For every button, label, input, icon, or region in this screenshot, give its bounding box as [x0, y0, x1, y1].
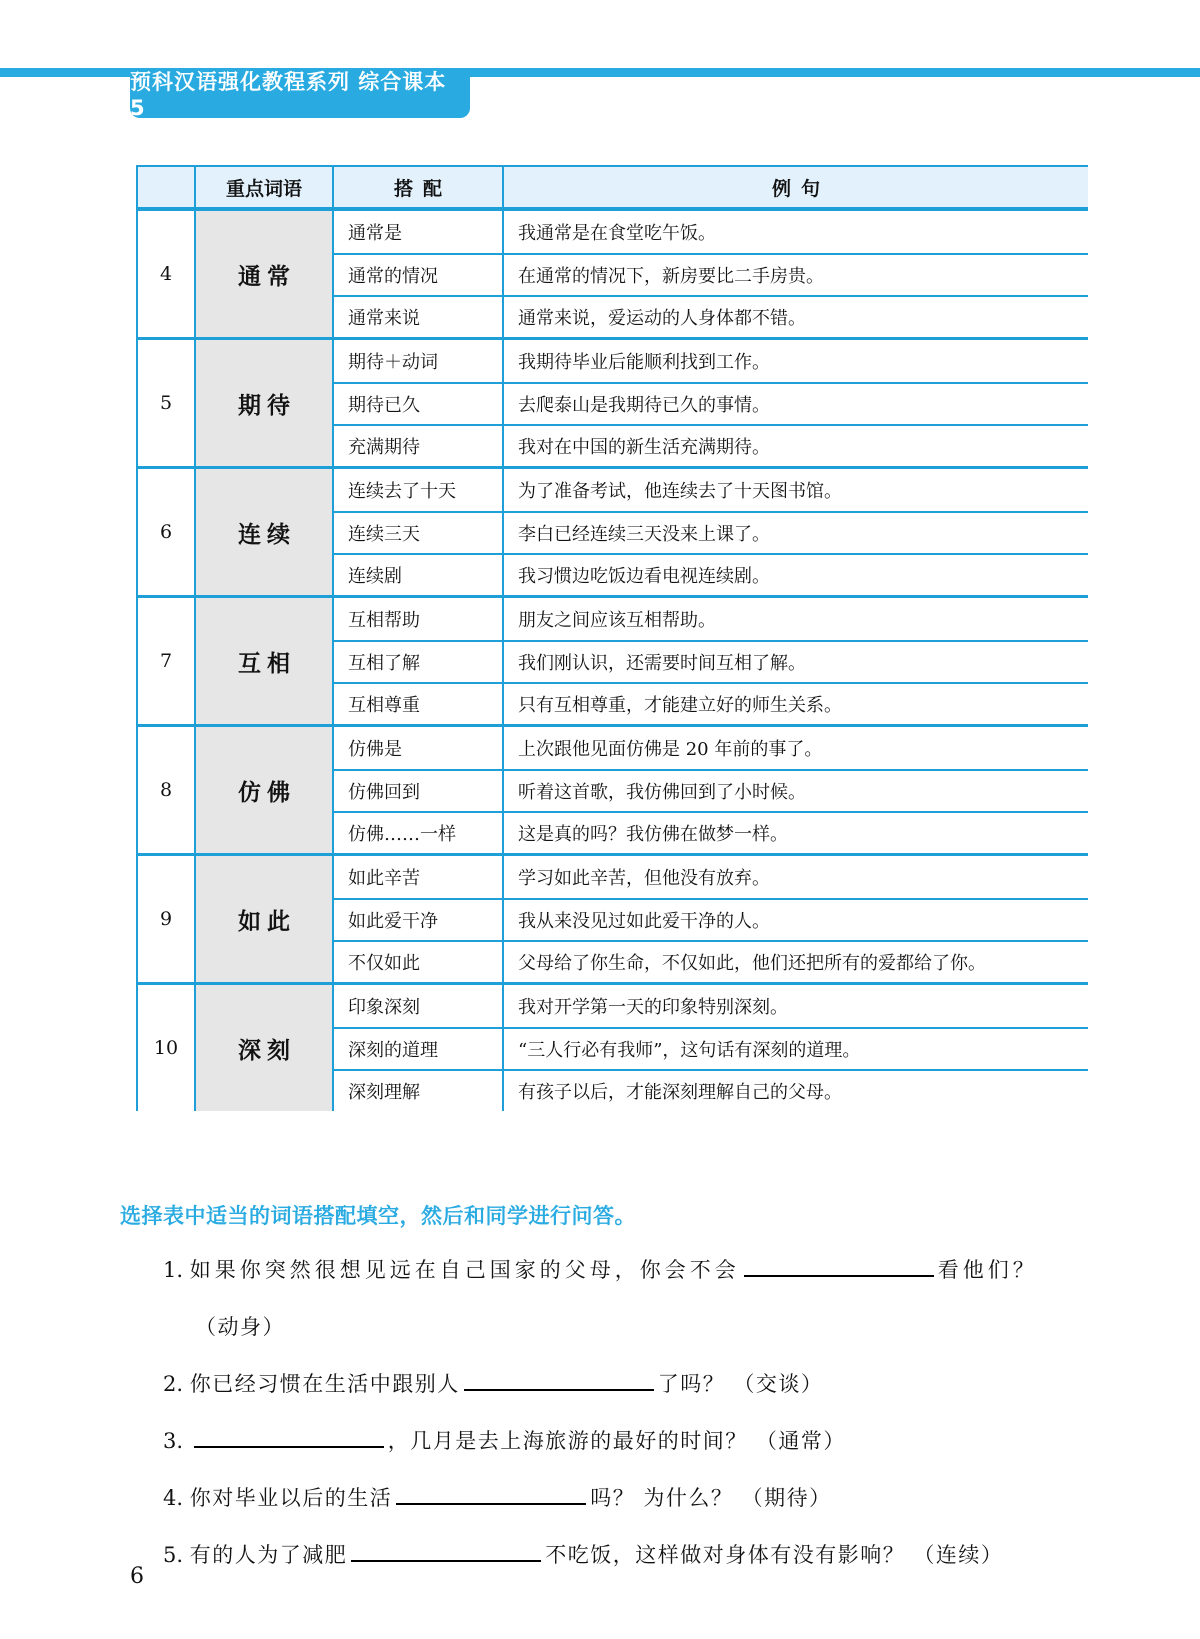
page-number: 6 — [130, 1564, 144, 1589]
exercise-number: 3. — [163, 1429, 190, 1453]
table-row-group — [138, 211, 1088, 337]
table-row — [334, 1069, 1088, 1111]
keyword-cell: 如此 — [194, 856, 334, 982]
collocation-cell: 如此爱干净 — [348, 911, 438, 932]
table-row — [334, 898, 1088, 940]
exercise-hint: （连续） — [913, 1543, 1004, 1567]
collocation-cell: 仿佛……一样 — [348, 824, 456, 845]
exercise-item — [163, 1413, 1073, 1470]
exercise-hint: （通常） — [755, 1429, 846, 1453]
collocation-cell: 期待已久 — [348, 395, 420, 416]
collocation-cell: 仿佛是 — [348, 739, 402, 760]
collocation-cell: 期待＋动词 — [348, 352, 438, 373]
exercise-text-after: 了吗？ — [657, 1372, 734, 1396]
table-row — [334, 598, 1088, 640]
keyword-cell: 仿佛 — [194, 727, 334, 853]
subrow-list — [334, 469, 1088, 595]
keyword-cell: 期待 — [194, 340, 334, 466]
example-cell: 李白已经连续三天没来上课了。 — [502, 513, 1088, 553]
exercise-list — [163, 1242, 1073, 1584]
table-row — [334, 856, 1088, 898]
fill-blank[interactable] — [194, 1430, 384, 1448]
header-keyword-cell: 重点词语 — [194, 167, 334, 207]
fill-blank[interactable] — [396, 1487, 586, 1505]
keyword-cell: 通常 — [194, 211, 334, 337]
table-row — [334, 640, 1088, 682]
exercise-item — [163, 1527, 1073, 1584]
table-row — [334, 727, 1088, 769]
collocation-cell: 通常来说 — [348, 308, 420, 329]
exercise-text-after: 不吃饭，这样做对身体有没有影响？ — [545, 1543, 914, 1567]
collocation-cell: 印象深刻 — [348, 997, 420, 1018]
row-number: 6 — [159, 521, 173, 543]
exercise-number: 5. — [163, 1543, 190, 1567]
subrow-list — [334, 985, 1088, 1111]
fill-blank[interactable] — [464, 1373, 654, 1391]
collocation-cell: 深刻的道理 — [348, 1040, 438, 1061]
example-cell: 有孩子以后，才能深刻理解自己的父母。 — [502, 1071, 1088, 1111]
header-example-cell: 例句 — [502, 167, 1088, 207]
row-number: 8 — [159, 779, 173, 801]
table-row — [334, 769, 1088, 811]
collocation-cell: 互相了解 — [348, 653, 420, 674]
example-cell: 去爬泰山是我期待已久的事情。 — [502, 384, 1088, 424]
table-row-group — [138, 724, 1088, 853]
example-cell: 朋友之间应该互相帮助。 — [502, 598, 1088, 640]
subrow-list — [334, 211, 1088, 337]
subrow-list — [334, 340, 1088, 466]
table-row — [334, 985, 1088, 1027]
exercise-item — [163, 1470, 1073, 1527]
series-badge — [130, 68, 470, 118]
table-row — [334, 424, 1088, 466]
header-collocation-cell: 搭配 — [393, 177, 452, 200]
exercise-text-before: 有的人为了减肥 — [189, 1543, 348, 1567]
fill-blank[interactable] — [351, 1544, 541, 1562]
exercise-text-after: ，几月是去上海旅游的最好的时间？ — [387, 1429, 756, 1453]
series-badge-label: 预科汉语强化教程系列 综合课本 5 — [130, 70, 447, 120]
example-cell: 我习惯边吃饭边看电视连续剧。 — [502, 555, 1088, 595]
subrow-list — [334, 598, 1088, 724]
exercise-hint: （动身） — [195, 1315, 285, 1339]
fill-blank[interactable] — [744, 1259, 934, 1277]
exercise-item — [163, 1356, 1073, 1413]
table-row — [334, 940, 1088, 982]
collocation-cell: 连续剧 — [348, 566, 402, 587]
row-number: 4 — [159, 263, 173, 285]
collocation-cell: 连续去了十天 — [348, 481, 456, 502]
example-cell: “三人行必有我师”，这句话有深刻的道理。 — [502, 1029, 1088, 1069]
exercise-text-before: 如果你突然很想见远在自己国家的父母，你会不会 — [189, 1258, 740, 1282]
example-cell: 我对在中国的新生活充满期待。 — [502, 426, 1088, 466]
table-row — [334, 253, 1088, 295]
keyword-cell: 互相 — [194, 598, 334, 724]
collocation-cell: 充满期待 — [348, 437, 420, 458]
example-cell: 为了准备考试，他连续去了十天图书馆。 — [502, 469, 1088, 511]
table-row-group — [138, 466, 1088, 595]
subrow-list — [334, 856, 1088, 982]
table-header-row — [138, 167, 1088, 211]
table-row — [334, 1027, 1088, 1069]
collocation-cell: 仿佛回到 — [348, 782, 420, 803]
example-cell: 只有互相尊重，才能建立好的师生关系。 — [502, 684, 1088, 724]
table-row — [334, 382, 1088, 424]
table-row — [334, 682, 1088, 724]
collocation-cell: 互相帮助 — [348, 610, 420, 631]
exercise-item — [163, 1242, 1073, 1356]
row-number: 10 — [153, 1037, 179, 1059]
collocation-cell: 不仅如此 — [348, 953, 420, 974]
example-cell: 上次跟他见面仿佛是 20 年前的事了。 — [502, 727, 1088, 769]
collocation-cell: 通常是 — [348, 223, 402, 244]
exercise-hint: （交谈） — [733, 1372, 824, 1396]
header-number-cell — [138, 167, 194, 207]
collocation-cell: 通常的情况 — [348, 266, 438, 287]
example-cell: 我通常是在食堂吃午饭。 — [502, 211, 1088, 253]
example-cell: 这是真的吗？我仿佛在做梦一样。 — [502, 813, 1088, 853]
collocation-cell: 如此辛苦 — [348, 868, 420, 889]
table-row-group — [138, 982, 1088, 1111]
table-row-group — [138, 853, 1088, 982]
row-number: 5 — [159, 392, 173, 414]
table-row — [334, 340, 1088, 382]
exercise-number: 1. — [163, 1258, 190, 1282]
example-cell: 父母给了你生命，不仅如此，他们还把所有的爱都给了你。 — [502, 942, 1088, 982]
exercise-hint: （期待） — [741, 1486, 832, 1510]
keyword-cell: 连续 — [194, 469, 334, 595]
example-cell: 通常来说，爱运动的人身体都不错。 — [502, 297, 1088, 337]
example-cell: 我们刚认识，还需要时间互相了解。 — [502, 642, 1088, 682]
example-cell: 我对开学第一天的印象特别深刻。 — [502, 985, 1088, 1027]
exercise-number: 2. — [163, 1372, 190, 1396]
example-cell: 听着这首歌，我仿佛回到了小时候。 — [502, 771, 1088, 811]
table-row — [334, 469, 1088, 511]
table-row — [334, 511, 1088, 553]
exercise-number: 4. — [163, 1486, 190, 1510]
row-number: 7 — [159, 650, 173, 672]
example-cell: 我从来没见过如此爱干净的人。 — [502, 900, 1088, 940]
table-row — [334, 811, 1088, 853]
collocation-cell: 深刻理解 — [348, 1082, 420, 1103]
table-row-group — [138, 595, 1088, 724]
exercise-text-after: 吗？ 为什么？ — [590, 1486, 742, 1510]
exercise-text-before: 你已经习惯在生活中跟别人 — [189, 1372, 460, 1396]
table-body — [138, 211, 1088, 1111]
exercise-text-before: 你对毕业以后的生活 — [189, 1486, 393, 1510]
keyword-cell: 深刻 — [194, 985, 334, 1111]
row-number: 9 — [159, 908, 173, 930]
collocation-cell: 连续三天 — [348, 524, 420, 545]
table-row — [334, 553, 1088, 595]
example-cell: 我期待毕业后能顺利找到工作。 — [502, 340, 1088, 382]
collocation-cell: 互相尊重 — [348, 695, 420, 716]
example-cell: 学习如此辛苦，但他没有放弃。 — [502, 856, 1088, 898]
table-row — [334, 211, 1088, 253]
table-row-group — [138, 337, 1088, 466]
exercise-text-after: 看他们？ — [937, 1258, 1038, 1282]
exercise-instruction: 选择表中适当的词语搭配填空，然后和同学进行问答。 — [120, 1204, 636, 1228]
subrow-list — [334, 727, 1088, 853]
example-cell: 在通常的情况下，新房要比二手房贵。 — [502, 255, 1088, 295]
collocation-table — [136, 165, 1088, 1111]
table-row — [334, 295, 1088, 337]
